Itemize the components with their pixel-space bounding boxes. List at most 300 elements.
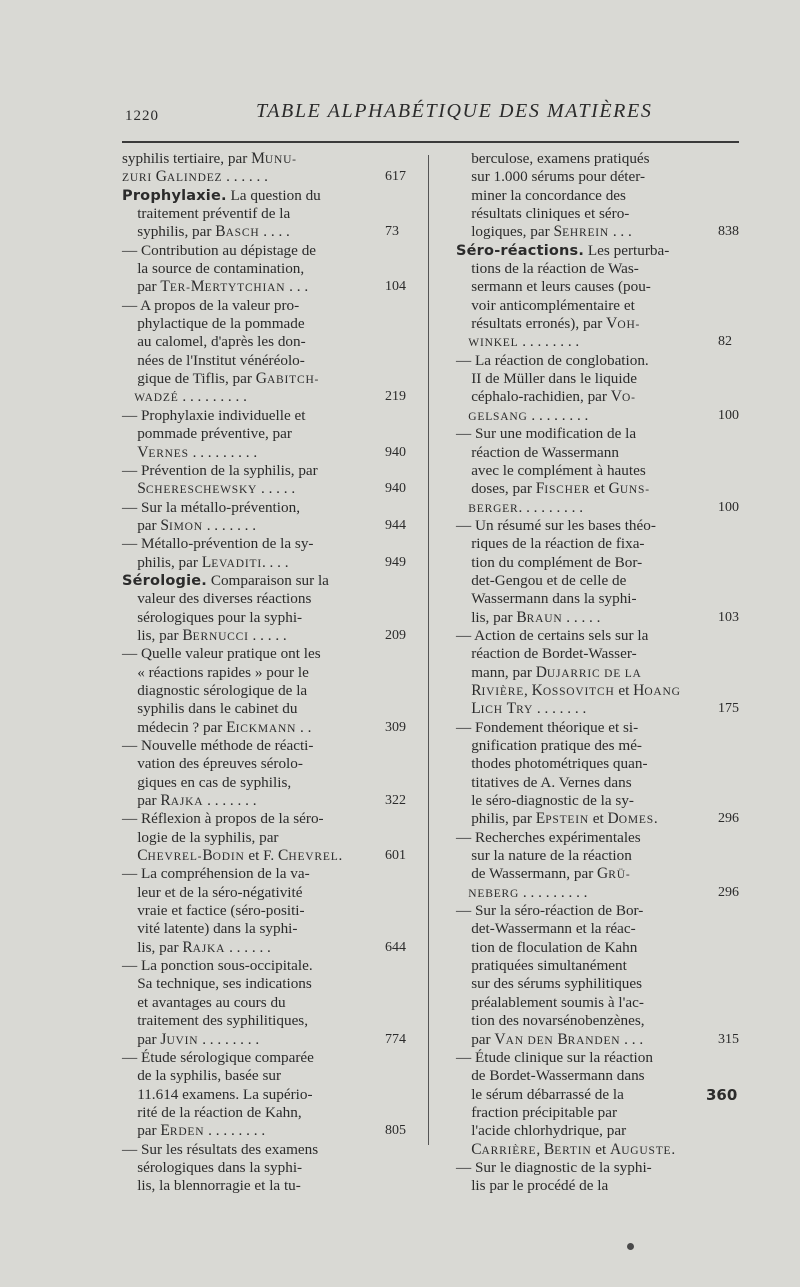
line-text — [456, 755, 648, 773]
line-text — [456, 480, 650, 499]
text-run: le sérum débarrassé de la — [456, 1085, 624, 1103]
text-run: — Action de certains sels sur la — [456, 626, 649, 644]
text-run: UNU- — [264, 154, 297, 166]
text-run: par — [122, 1122, 161, 1140]
text-run — [122, 480, 137, 497]
index-line — [456, 352, 744, 370]
line-text — [122, 792, 256, 811]
line-text — [122, 1031, 259, 1050]
text-run: avec le complément à hautes — [456, 461, 646, 479]
index-line — [122, 1141, 422, 1159]
line-text — [122, 829, 279, 847]
text-run: gnification pratique des mé- — [456, 737, 642, 754]
line-text — [122, 462, 318, 480]
index-line — [456, 278, 744, 296]
text-run: riques de la réaction de fixa- — [456, 535, 645, 553]
index-line — [456, 462, 744, 480]
text-run: valeur des diverses réactions — [122, 590, 312, 608]
index-line — [122, 755, 422, 773]
page-reference: 104 — [385, 279, 406, 295]
text-run: . — [338, 847, 343, 865]
text-run: . . . . . . . . — [198, 1030, 260, 1048]
line-text — [122, 1067, 281, 1085]
text-run: de Wassermann, par — [456, 865, 598, 883]
index-line — [122, 407, 422, 425]
text-run: ISCHER — [544, 484, 591, 497]
text-run: lis par le procédé de la — [456, 1177, 609, 1195]
text-run: syphilis dans le cabinet du — [122, 700, 298, 718]
index-line — [456, 847, 744, 865]
index-line — [456, 1086, 744, 1104]
line-text — [122, 554, 289, 573]
text-run: — Sur la séro-réaction de Bor- — [456, 902, 644, 920]
folio-mark: 360 — [706, 1086, 738, 1104]
index-line — [456, 902, 744, 920]
text-run: leur et de la séro-négativité — [122, 883, 303, 901]
index-line — [122, 333, 422, 351]
text-run: gique de Tiflis, par — [122, 370, 256, 388]
line-text — [456, 572, 626, 590]
text-run: — Nouvelle méthode de réacti- — [122, 737, 314, 754]
index-line — [456, 737, 744, 755]
text-run: par — [456, 1030, 495, 1048]
text-run: HEVREL- — [147, 851, 203, 864]
text-run: WINKEL — [456, 337, 519, 350]
text-run: pratiquées simultanément — [456, 957, 627, 975]
page-reference: 219 — [385, 389, 406, 405]
text-run: — Contribution au dépistage de — [122, 241, 317, 259]
text-run: l'acide chlorhydrique, par — [456, 1122, 627, 1140]
index-line — [122, 499, 422, 517]
text-run: . . — [296, 718, 312, 736]
line-text — [122, 480, 295, 499]
entry-heading: Séro-réactions. — [456, 242, 585, 259]
index-line — [122, 1122, 422, 1140]
text-run: . . . . . . . — [533, 700, 587, 718]
line-text — [456, 1122, 626, 1140]
line-text — [456, 205, 629, 223]
text-run: lis, la blennorragie et la tu- — [122, 1177, 301, 1195]
page-reference: 73 — [385, 224, 399, 240]
index-line — [456, 315, 744, 333]
text-run: — Un résumé sur les bases théo- — [456, 516, 656, 534]
text-run: par — [122, 792, 161, 810]
line-text — [456, 719, 638, 737]
running-title: TABLE ALPHABÉTIQUE DES MATIÈRES — [256, 100, 653, 122]
line-text — [122, 774, 291, 792]
line-text — [122, 1141, 318, 1159]
index-line — [456, 939, 744, 957]
text-run: C — [137, 847, 148, 865]
text-run: E — [535, 810, 546, 828]
line-text — [456, 590, 637, 608]
text-run: B — [516, 608, 527, 626]
index-line — [122, 590, 422, 608]
text-run: . . . . . . . . — [204, 1122, 266, 1140]
index-line — [456, 1031, 744, 1049]
index-line — [122, 352, 422, 370]
index-line — [122, 1049, 422, 1067]
text-run: M — [190, 278, 205, 296]
line-text — [122, 572, 329, 590]
line-text — [122, 645, 321, 663]
text-run: . . . . . — [248, 626, 287, 644]
line-text — [456, 664, 642, 683]
index-line — [122, 1012, 422, 1030]
text-run: lis, par — [122, 938, 183, 956]
text-run: D — [535, 663, 547, 681]
text-run: doses, par — [456, 480, 536, 498]
index-line — [456, 499, 744, 517]
text-run: ERNUCCI — [192, 630, 249, 643]
text-run: V — [610, 388, 622, 406]
index-line — [122, 902, 422, 920]
line-text — [122, 810, 324, 828]
text-run: pommade préventive, par — [122, 425, 292, 443]
line-text — [456, 975, 642, 993]
index-line — [456, 609, 744, 627]
index-line — [456, 920, 744, 938]
line-text — [122, 352, 305, 370]
line-text — [122, 627, 287, 646]
line-text — [456, 1067, 645, 1085]
index-line — [456, 1104, 744, 1122]
page-reference: 944 — [385, 517, 406, 533]
index-line — [122, 939, 422, 957]
text-run: tion du complément de Bor- — [456, 553, 643, 571]
text-run: — La ponction sous-occipitale. — [122, 957, 313, 975]
line-text — [122, 682, 307, 700]
text-run: T — [160, 278, 170, 296]
line-text — [456, 810, 658, 829]
index-line — [456, 480, 744, 498]
line-text — [122, 205, 290, 223]
text-run: vité latente) dans la syphi- — [122, 920, 298, 938]
index-line — [122, 719, 422, 737]
line-text — [456, 517, 656, 535]
text-run: B — [215, 223, 226, 241]
text-run: diagnostic sérologique de la — [122, 681, 308, 699]
line-text — [456, 957, 627, 975]
line-text — [122, 920, 297, 938]
index-line — [456, 664, 744, 682]
index-line — [456, 333, 744, 351]
page-reference: 644 — [385, 939, 406, 955]
line-text — [122, 609, 302, 627]
text-run: réaction de Bordet-Wasser- — [456, 645, 637, 663]
line-text — [456, 920, 636, 938]
line-text — [122, 425, 292, 443]
text-run: J — [160, 1030, 167, 1048]
text-run: . . . . . . . — [203, 792, 257, 810]
line-text — [456, 645, 637, 663]
index-line — [456, 572, 744, 590]
column-divider — [428, 155, 429, 1145]
text-run: IMON — [169, 520, 203, 533]
text-run: sur des sérums syphilitiques — [456, 975, 643, 993]
text-run: rité de la réaction de Kahn, — [122, 1103, 302, 1121]
text-run: ARRIÈRE — [481, 1144, 537, 1157]
text-run: de Bordet-Wassermann dans — [456, 1067, 645, 1085]
index-line — [456, 1012, 744, 1030]
text-run: V — [137, 443, 149, 461]
text-run: traitement des syphilitiques, — [122, 1012, 309, 1030]
text-run — [456, 700, 471, 717]
text-run: det-Wassermann et la réac- — [456, 920, 636, 938]
line-text — [122, 223, 290, 242]
line-text — [122, 902, 305, 920]
text-run: vraie et factice (séro-positi- — [122, 902, 305, 920]
text-run: tions de la réaction de Was- — [456, 260, 639, 278]
line-text — [456, 554, 642, 572]
page-reference: 322 — [385, 793, 406, 809]
index-line — [122, 682, 422, 700]
index-line — [456, 774, 744, 792]
page-reference: 617 — [385, 169, 406, 185]
index-line — [122, 829, 422, 847]
index-line — [456, 150, 744, 168]
line-text — [122, 535, 313, 553]
text-run: La question du — [226, 186, 321, 204]
page-reference: 100 — [718, 499, 739, 515]
text-run: RY — [516, 704, 534, 717]
line-text — [122, 700, 297, 718]
text-run: par — [122, 1030, 161, 1048]
text-run: O- — [621, 392, 636, 405]
index-line — [456, 994, 744, 1012]
index-line — [122, 554, 422, 572]
text-run — [122, 847, 137, 864]
index-line — [456, 884, 744, 902]
text-run: — Sur une modification de la — [456, 425, 637, 443]
text-run: UNS- — [619, 484, 650, 497]
index-line — [456, 1177, 744, 1195]
index-line — [122, 774, 422, 792]
index-line — [456, 370, 744, 388]
text-run: ICH — [480, 704, 503, 717]
text-run: et avantages au cours du — [122, 993, 286, 1011]
text-run: ERTYTCHIAN — [204, 282, 286, 295]
text-run: S — [553, 223, 563, 241]
line-text — [456, 1104, 617, 1122]
line-text — [456, 1031, 643, 1050]
page-number: 1220 — [125, 108, 159, 124]
index-line — [122, 865, 422, 883]
text-run — [456, 1141, 471, 1158]
text-run: traitement préventif de la — [122, 205, 291, 223]
line-text — [122, 333, 306, 351]
text-run: réaction de Wassermann — [456, 443, 619, 461]
index-line — [456, 535, 744, 553]
text-run: CHERESCHEWSKY — [145, 484, 258, 497]
text-run: C — [471, 1140, 482, 1158]
right-column — [456, 150, 744, 1196]
index-line — [456, 517, 744, 535]
index-line — [456, 682, 744, 700]
index-line — [456, 407, 744, 425]
text-run: WADZÉ — [122, 392, 179, 405]
text-run: préalablement soumis à l'ac- — [456, 993, 644, 1011]
text-run: lis, par — [456, 608, 517, 626]
text-run: lis, par — [122, 626, 183, 644]
page-reference: 315 — [718, 1031, 739, 1047]
text-run: fraction précipitable par — [456, 1103, 618, 1121]
text-run: la source de contamination, — [122, 260, 305, 278]
text-run: . — [653, 810, 658, 828]
text-run: 11.614 examens. La supério- — [122, 1085, 313, 1103]
index-line — [122, 535, 422, 553]
text-run: AN DEN — [505, 1034, 554, 1047]
text-run: RANDEN — [567, 1034, 621, 1047]
index-line — [122, 168, 422, 186]
line-text — [456, 1177, 608, 1195]
index-line — [456, 1049, 744, 1067]
text-run: syphilis, par — [122, 223, 216, 241]
text-run: mann, par — [456, 663, 536, 681]
text-run: médecin ? par — [122, 718, 227, 736]
line-text — [122, 150, 297, 169]
line-text — [122, 737, 313, 755]
line-text — [456, 242, 669, 260]
line-text — [456, 425, 636, 443]
index-line — [122, 884, 422, 902]
page-reference: 940 — [385, 481, 406, 497]
text-run: . . . — [285, 278, 309, 296]
line-text — [456, 278, 651, 296]
text-run: G — [255, 370, 267, 388]
entry-heading: Sérologie. — [122, 572, 208, 589]
text-run: ODIN — [212, 851, 245, 864]
line-text — [122, 407, 305, 425]
index-line — [122, 700, 422, 718]
line-text — [122, 297, 299, 315]
text-run: ZURI — [122, 172, 156, 185]
index-line — [122, 223, 422, 241]
text-run: NEBERG — [456, 887, 520, 900]
line-text — [122, 315, 305, 333]
text-run: ABITCH- — [266, 374, 320, 387]
line-text — [456, 150, 650, 168]
text-run: Comparaison sur la — [207, 571, 329, 589]
text-run: titatives de A. Vernes dans — [456, 773, 632, 791]
index-line — [456, 755, 744, 773]
text-run: résultats erronés), par — [456, 315, 607, 333]
text-run: OMES — [618, 814, 654, 827]
text-run: sur 1.000 sérums pour déter- — [456, 168, 646, 186]
page-reference: 296 — [718, 811, 739, 827]
line-text — [122, 1159, 302, 1177]
text-run: . . . . . . . . . — [518, 498, 584, 516]
index-line — [122, 810, 422, 828]
line-text — [122, 719, 311, 738]
text-run — [456, 682, 471, 699]
index-line — [122, 1104, 422, 1122]
text-run: GELSANG — [456, 410, 528, 423]
text-run: F — [535, 480, 545, 498]
text-run: vation des épreuves sérolo- — [122, 755, 303, 773]
line-text — [122, 370, 319, 389]
index-line — [122, 920, 422, 938]
line-text — [122, 187, 321, 205]
line-text — [122, 884, 303, 902]
text-run: . . . . . . . . . — [519, 883, 588, 901]
page-reference: 82 — [718, 334, 732, 350]
index-line — [122, 462, 422, 480]
text-run: . . . . . . . . — [527, 406, 589, 424]
text-run: — Quelle valeur pratique ont les — [122, 645, 321, 663]
text-run: . . . . . — [257, 480, 296, 498]
text-run: le séro-diagnostic de la sy- — [456, 792, 634, 810]
text-run: sérologiques dans la syphi- — [122, 1158, 303, 1176]
index-line — [456, 205, 744, 223]
line-text — [122, 1049, 314, 1067]
index-line — [122, 315, 422, 333]
line-text — [456, 388, 636, 407]
line-text — [456, 884, 587, 903]
text-run: EHREIN — [562, 227, 610, 240]
text-run: — La compréhension de la va- — [122, 865, 310, 883]
page-reference: 805 — [385, 1123, 406, 1139]
text-run: logiques, par — [456, 223, 554, 241]
line-text — [456, 1159, 652, 1177]
line-text — [122, 1086, 313, 1104]
index-line — [122, 444, 422, 462]
index-line — [456, 425, 744, 443]
text-run: OH- — [617, 319, 641, 332]
index-line — [122, 792, 422, 810]
text-run: . . . . . . . . . — [178, 388, 247, 406]
text-run — [122, 444, 137, 461]
index-line — [456, 1122, 744, 1140]
line-text — [456, 333, 579, 352]
text-run: — La réaction de conglobation. — [456, 351, 649, 369]
line-text — [122, 664, 309, 682]
page-reference: 209 — [385, 627, 406, 643]
index-line — [122, 242, 422, 260]
text-run: , — [536, 1140, 544, 1158]
index-line — [456, 168, 744, 186]
line-text — [456, 1141, 675, 1160]
index-line — [122, 517, 422, 535]
text-run: S — [137, 480, 146, 498]
text-run: UJARRIC DE LA — [546, 667, 642, 680]
text-run: AJKA — [192, 942, 226, 955]
text-run: T — [506, 700, 517, 718]
text-run: — Prévention de la syphilis, par — [122, 461, 318, 479]
index-line — [122, 370, 422, 388]
index-line — [122, 1177, 422, 1195]
line-text — [456, 939, 637, 957]
index-line — [122, 1086, 422, 1104]
text-run: RAUN — [526, 612, 563, 625]
line-text — [122, 1104, 302, 1122]
index-line — [122, 737, 422, 755]
index-line — [456, 260, 744, 278]
text-run: — Étude clinique sur la réaction — [456, 1048, 653, 1066]
text-run: HEVREL — [288, 851, 339, 864]
text-run: de la syphilis, basée sur — [122, 1067, 282, 1085]
index-line — [122, 975, 422, 993]
line-text — [456, 847, 632, 865]
text-run: . . . . — [261, 553, 289, 571]
line-text — [122, 994, 286, 1012]
line-text — [456, 1049, 653, 1067]
index-line — [456, 700, 744, 718]
index-line — [456, 792, 744, 810]
line-text — [122, 939, 271, 958]
line-text — [122, 957, 313, 975]
text-run: sérologiques pour la syphi- — [122, 608, 303, 626]
